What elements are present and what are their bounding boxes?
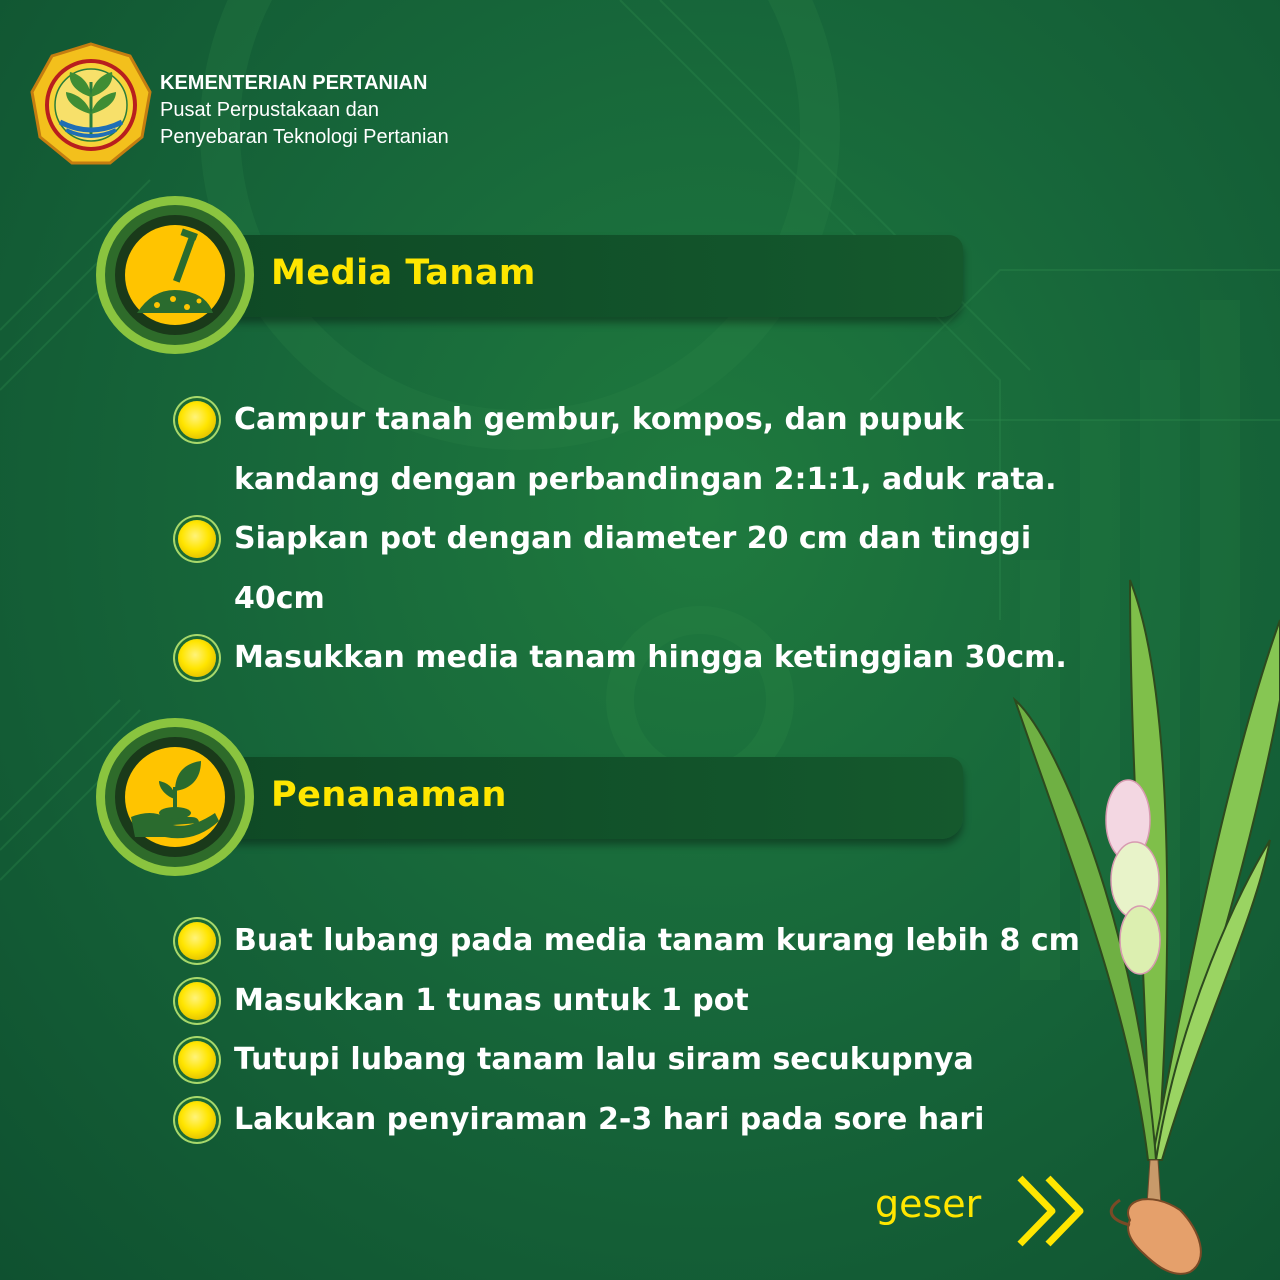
list-item-text: Siapkan pot dengan diameter 20 cm dan tinggi 40cm <box>234 521 1032 616</box>
list-item-text: Masukkan 1 tunas untuk 1 pot <box>234 982 749 1018</box>
list-item <box>178 1030 1118 1090</box>
section-title: Penanaman <box>271 775 507 815</box>
double-chevron-right-icon[interactable] <box>1014 1172 1094 1250</box>
list-item-text: Tutupi lubang tanam lalu siram secukupnya <box>234 1042 974 1077</box>
list-item-text: Lakukan penyiraman 2-3 hari pada sore hari <box>234 1101 985 1137</box>
section-title: Media Tanam <box>271 253 536 293</box>
list-item-text: Buat lubang pada media tanam kurang lebih 8 cm <box>234 923 1080 958</box>
media-tanam-list <box>178 390 1078 688</box>
bullet-icon <box>178 520 216 558</box>
org-sub-line2: Penyebaran Teknologi Pertanian <box>160 126 449 148</box>
section-header-media-tanam <box>95 195 975 355</box>
bullet-icon <box>178 401 216 439</box>
list-item-text: Masukkan media tanam hingga ketinggian 30cm. <box>234 640 1067 675</box>
list-item <box>178 628 1078 688</box>
list-item <box>178 971 1118 1031</box>
bullet-icon <box>178 1041 216 1079</box>
soil-shovel-icon <box>95 195 255 355</box>
organization-block <box>160 70 449 151</box>
bullet-icon <box>178 1101 216 1139</box>
next-slide-label[interactable]: geser <box>875 1182 982 1226</box>
section-header-penanaman <box>95 717 975 877</box>
kementan-logo-icon <box>30 42 152 166</box>
list-item <box>178 911 1118 971</box>
list-item <box>178 1090 1118 1150</box>
seedling-hand-icon <box>95 717 255 877</box>
org-sub-line1: Pusat Perpustakaan dan <box>160 99 380 121</box>
list-item <box>178 509 1078 628</box>
list-item-text: Campur tanah gembur, kompos, dan pupuk kandang dengan perbandingan 2:1:1, aduk rata. <box>234 402 1057 497</box>
org-name: KEMENTERIAN PERTANIAN <box>160 72 428 94</box>
penanaman-list <box>178 911 1118 1149</box>
bullet-icon <box>178 639 216 677</box>
bullet-icon <box>178 982 216 1020</box>
list-item <box>178 390 1078 509</box>
bullet-icon <box>178 922 216 960</box>
